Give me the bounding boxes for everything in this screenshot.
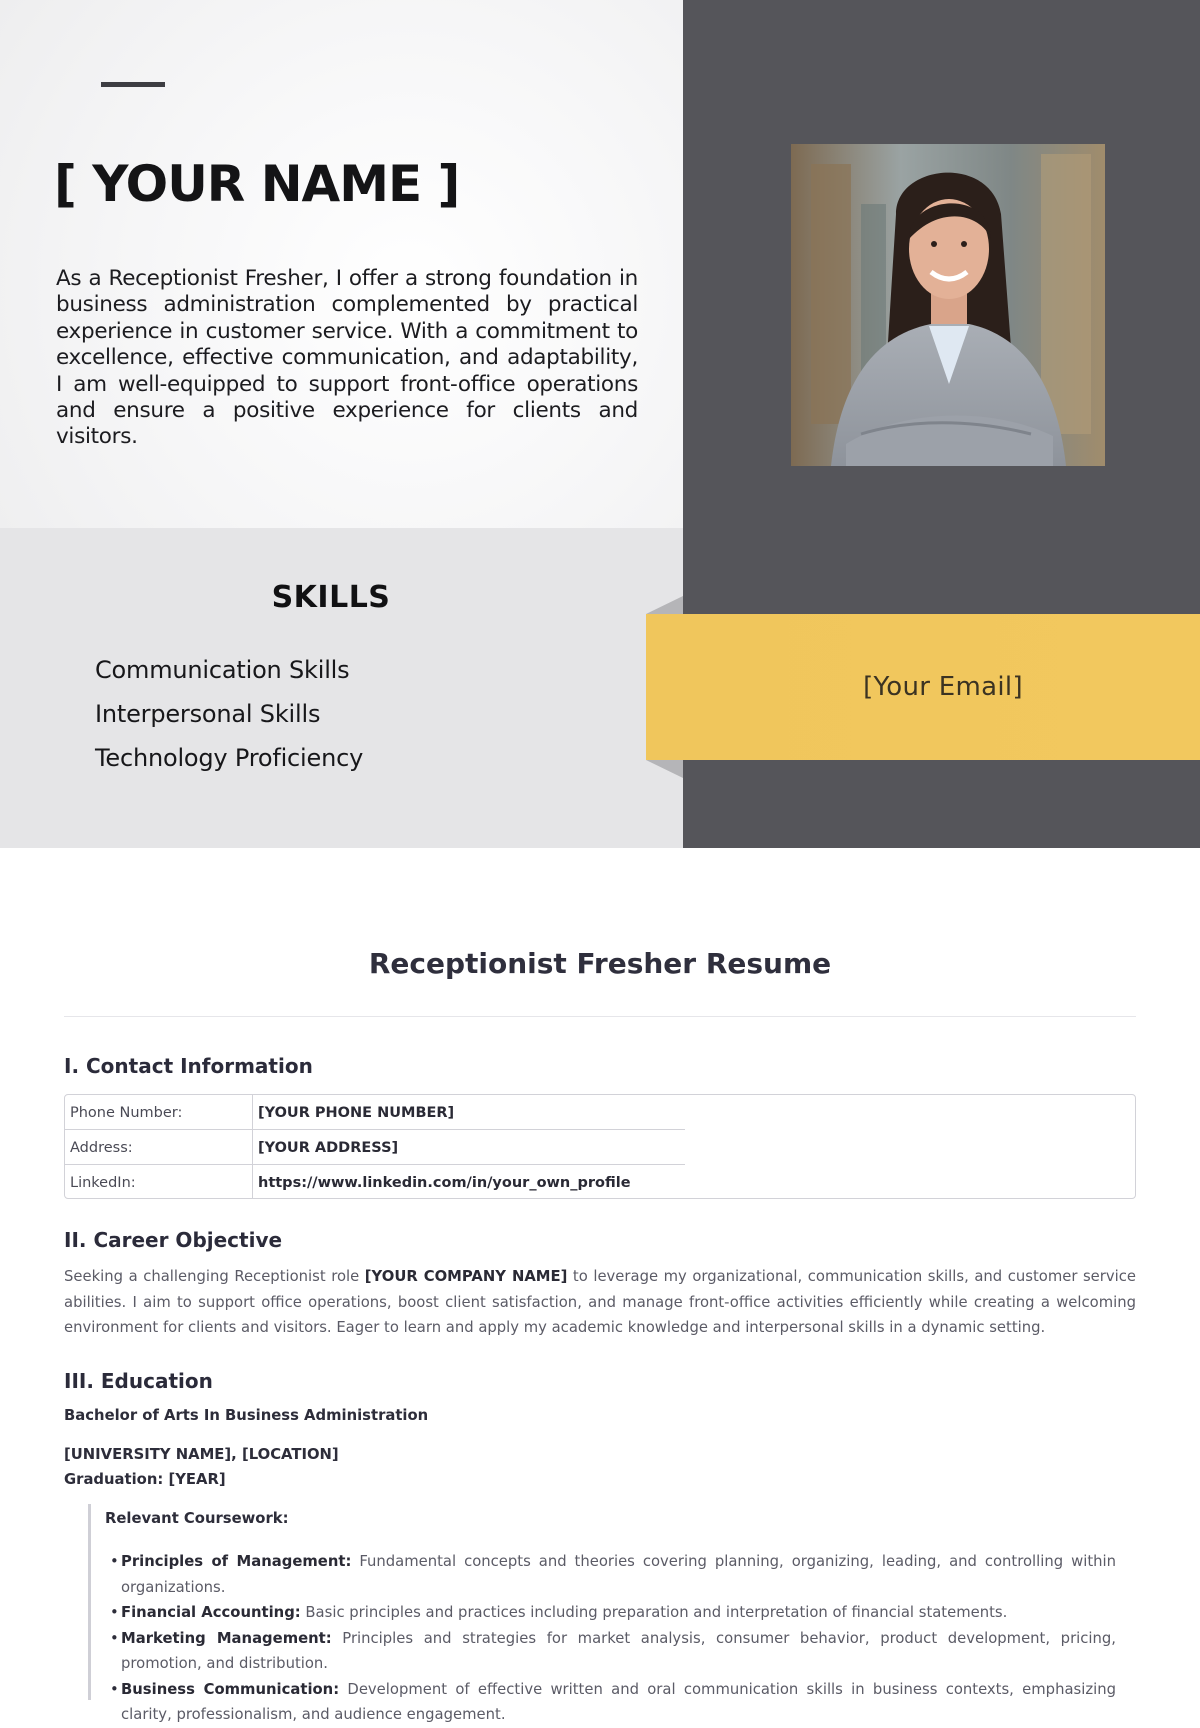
objective-text-end: to leverage my organizational, communication skills, and customer service abilities. I aim to support office operations, boost client satisfaction, and manage front-office activities efficiently while creating a welcoming environment for clients and visitors. Eager to learn and apply my academic knowledge and interpersonal skills in a dynamic setting. xyxy=(64,1268,1136,1336)
resume-banner xyxy=(0,0,1200,848)
objective-text-start: Seeking a challenging Receptionist role xyxy=(64,1268,365,1285)
profile-summary: As a Receptionist Fresher, I offer a strong foundation in business administration complemented by practical experience in customer service. With a commitment to excellence, effective communication, and adaptability, I am well-equipped to support front-office operations and ensure a positive experience for clients and visitors. xyxy=(56,266,638,450)
skill-item: Communication Skills xyxy=(95,656,350,684)
course-name: Principles of Management: xyxy=(121,1553,352,1570)
table-row xyxy=(65,1165,685,1200)
candidate-name: [ YOUR NAME ] xyxy=(54,155,460,213)
degree-title: Bachelor of Arts In Business Administration xyxy=(64,1407,429,1424)
list-item xyxy=(110,1600,1116,1626)
course-description: Fundamental concepts and theories covering planning, organizing, leading, and controlling within organizations. xyxy=(121,1553,1116,1596)
contact-value-phone: [YOUR PHONE NUMBER] xyxy=(258,1104,455,1121)
course-name: Marketing Management: xyxy=(121,1629,332,1647)
course-description: Development of effective written and oral communication skills in business contexts, emphasizing clarity, professionalism, and audience engagement. xyxy=(121,1680,1116,1723)
table-row xyxy=(65,1130,685,1165)
coursework-list xyxy=(110,1549,1116,1728)
table-row xyxy=(65,1095,685,1130)
course-description: Principles and strategies for market analysis, consumer behavior, product development, pricing, promotion, and distribution. xyxy=(121,1629,1116,1672)
ribbon-fold-bottom xyxy=(646,760,683,778)
section-heading-contact: I. Contact Information xyxy=(64,1054,313,1078)
contact-table xyxy=(64,1094,1136,1199)
title-divider xyxy=(64,1016,1136,1017)
section-heading-objective: II. Career Objective xyxy=(64,1228,283,1252)
contact-value-address: [YOUR ADDRESS] xyxy=(258,1139,399,1156)
graduation-year: Graduation: [YEAR] xyxy=(64,1471,226,1488)
email-text[interactable]: [Your Email] xyxy=(863,672,1023,702)
skills-title: SKILLS xyxy=(271,580,391,615)
contact-label-address: Address: xyxy=(70,1139,133,1156)
list-item xyxy=(110,1677,1116,1728)
company-placeholder: [YOUR COMPANY NAME] xyxy=(364,1268,568,1285)
accent-bar xyxy=(101,82,165,87)
contact-value-linkedin[interactable]: https://www.linkedin.com/in/your_own_profile xyxy=(258,1174,631,1191)
university-block xyxy=(64,1442,339,1492)
course-name: Financial Accounting: xyxy=(121,1604,301,1621)
career-objective-text xyxy=(64,1264,1136,1341)
email-ribbon xyxy=(646,614,1200,760)
course-description: Basic principles and practices including preparation and interpretation of financial statements. xyxy=(300,1604,1008,1621)
course-name: Business Communication: xyxy=(121,1680,340,1698)
section-heading-education: III. Education xyxy=(64,1369,213,1393)
skill-item: Technology Proficiency xyxy=(95,744,364,772)
contact-label-phone: Phone Number: xyxy=(70,1104,183,1121)
coursework-blockquote-bar xyxy=(88,1504,91,1700)
skill-item: Interpersonal Skills xyxy=(95,700,321,728)
contact-label-linkedin: LinkedIn: xyxy=(70,1174,136,1191)
list-item xyxy=(110,1626,1116,1677)
profile-photo xyxy=(791,144,1105,466)
coursework-title: Relevant Coursework: xyxy=(105,1510,289,1527)
skills-list xyxy=(95,648,363,780)
list-item xyxy=(110,1549,1116,1600)
document-title: Receptionist Fresher Resume xyxy=(368,947,832,980)
university-name: [UNIVERSITY NAME], [LOCATION] xyxy=(64,1446,339,1463)
ribbon-fold-top xyxy=(646,596,683,614)
